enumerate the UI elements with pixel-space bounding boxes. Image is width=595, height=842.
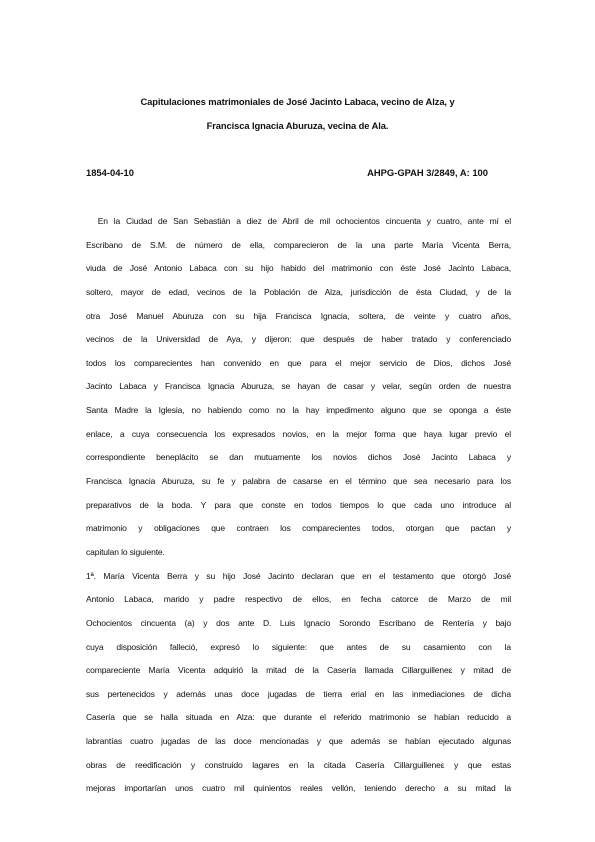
clause-line: Antonio Labaca, marido y padre respectivo de ellos, en fecha catorce de Marzo de mil bbox=[86, 594, 511, 605]
body-line: correspondiente beneplácito se dan mutuamente los novios dichos José Jacinto Labaca y bbox=[86, 452, 511, 463]
document-body bbox=[86, 210, 511, 801]
body-line: preparativos de la boda. Y para que conste en todos tiempos lo que cada uno introduce al bbox=[86, 499, 511, 510]
body-line: enlace, a cuya consecuencia los expresados novios, en la mejor forma que haya lugar previo el bbox=[86, 428, 511, 439]
body-line: capitulan lo siguiente. bbox=[86, 546, 165, 557]
body-line: matrimonio y obligaciones que contraen los comparecientes todos, otorgan que pactan y bbox=[86, 523, 511, 534]
body-line: soltero, mayor de edad, vecinos de la Población de Alza, jurisdicción de ésta Ciudad, y de la bbox=[86, 286, 511, 297]
clause-line: sus pertenecidos y además unas doce jugadas de tierra erial en las inmediaciones de dicha bbox=[86, 688, 511, 699]
archive-reference: AHPG-GPAH 3/2849, A: 100 bbox=[367, 167, 488, 178]
clause-line: labrantías cuatro jugadas de las doce mencionadas y que además se habían ejecutado algunas bbox=[86, 736, 511, 747]
document-title-line-1: Capitulaciones matrimoniales de José Jacinto Labaca, vecino de Alza, y bbox=[140, 96, 455, 107]
clause-line: Casería que se halla situada en Alza: que durante el referido matrimonio se habían reducido a bbox=[86, 712, 511, 723]
document-title-line-2: Francisca Ignacia Aburuza, vecina de Ala. bbox=[206, 120, 389, 131]
body-line: Francisca Ignacia Aburuza, su fe y palabra de casarse en el término que sea necesario para los bbox=[86, 476, 511, 487]
body-line: viuda de José Antonio Labaca con su hijo habido del matrimonio con éste José Jacinto Labaca, bbox=[86, 263, 511, 274]
clause-line: compareciente María Vicenta adquirió la mitad de la Casería llamada Cillarguilleneε y mitad de bbox=[86, 665, 511, 676]
clause-line: 1ª. María Vicenta Berra y su hijo José Jacinto declaran que en el testamento que otorgó José bbox=[86, 570, 511, 581]
clause-line: obras de reedificación y construido lagares en la citada Casería Cillarguilleneε y que estas bbox=[86, 759, 511, 770]
body-line: Escribano de S.M. de número de ella, comparecieron de la una parte María Vicenta Berra, bbox=[86, 239, 511, 250]
clause-line: mejoras importarían unos cuatro mil quinientos reales vellón, teniendo derecho a su mitad la bbox=[86, 783, 511, 794]
body-line: Santa Madre la Iglesia, no habiendo como no la hay impedimento alguno que se oponga a éste bbox=[86, 405, 511, 416]
body-line: En la Ciudad de San Sebastián a diez de Abril de mil ochocientos cincuenta y cuatro, ante mí el bbox=[86, 216, 511, 226]
body-line: vecinos de la Universidad de Aya, y dijeron: que después de haber tratado y conferenciado bbox=[86, 334, 511, 345]
clause-line: cuya disposición falleció, expresó lo siguiente: que antes de su casamiento con la bbox=[86, 641, 511, 652]
body-line: todos los comparecientes han convenido en que para el mejor servicio de Dios, dichos José bbox=[86, 357, 511, 368]
body-line: otra José Manuel Aburuza con su hija Francisca Ignacia, soltera, de veinte y cuatro años, bbox=[86, 310, 511, 321]
body-line: Jacinto Labaca y Francisca Ignacia Aburuza, se hayan de casar y velar, según orden de nuestra bbox=[86, 381, 511, 392]
document-date: 1854-04-10 bbox=[86, 167, 134, 178]
clause-line: Ochocientos cincuenta (a) y dos ante D. Luis Ignacio Sorondo Escribano de Rentería y bajo bbox=[86, 617, 511, 628]
